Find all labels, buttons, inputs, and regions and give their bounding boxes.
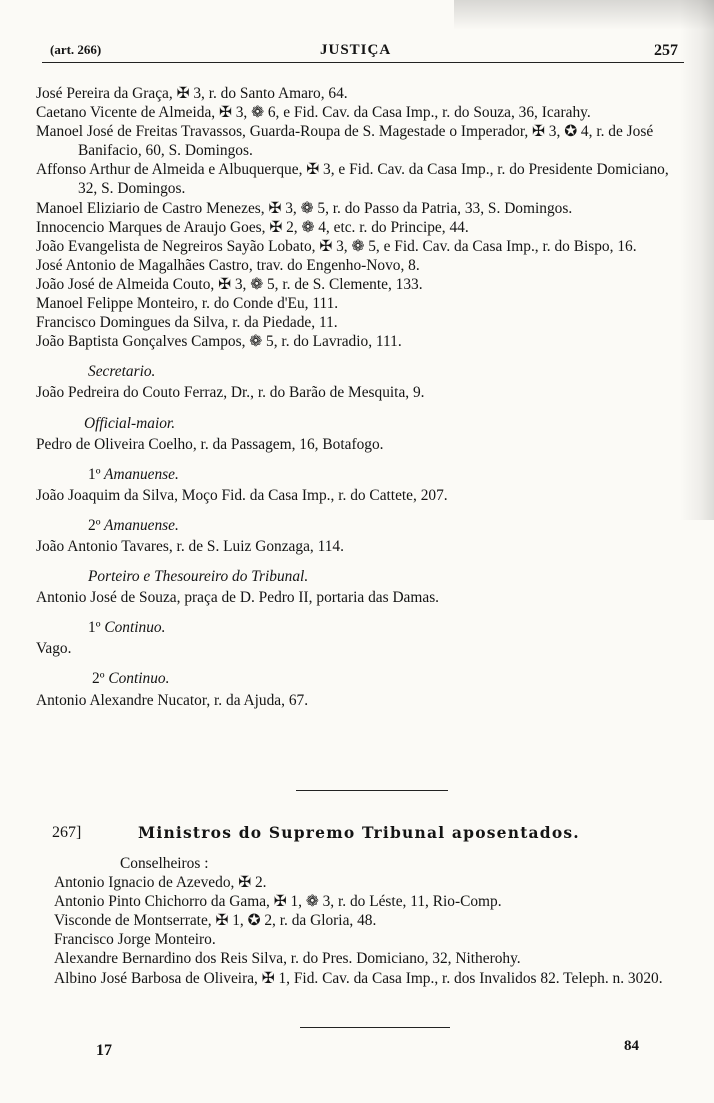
amanuense-1-ordinal: 1º <box>88 465 101 483</box>
list-item: Innocencio Marques de Araujo Goes, ✠ 2, ❁ 4, etc. r. do Principe, 44. <box>36 218 469 236</box>
scan-shadow-top <box>454 0 714 30</box>
amanuense-2-title: Amanuense. <box>104 516 179 534</box>
continuo-1-ordinal: 1º <box>88 619 101 637</box>
secretario-label: Secretario. <box>88 363 156 381</box>
official-maior-name: Pedro de Oliveira Coelho, r. da Passagem, 16, Botafogo. <box>36 435 384 453</box>
list-item: Manoel Felippe Monteiro, r. do Conde d'Eu, 111. <box>36 295 339 313</box>
list-item: José Pereira da Graça, ✠ 3, r. do Santo Amaro, 64. <box>36 85 348 102</box>
continuo-1-title: Continuo. <box>104 619 166 637</box>
retired-ministers-list <box>54 854 694 988</box>
list-item: Affonso Arthur de Almeida e Albuquerque, ✠ 3, e Fid. Cav. da Casa Imp., r. do Presidente Domiciano, 32, S. Domingos. <box>36 161 669 198</box>
header-rule <box>42 62 684 63</box>
amanuense-2-ordinal: 2º <box>88 516 101 534</box>
list-item: Antonio Pinto Chichorro da Gama, ✠ 1, ❁ 3, r. do Léste, 11, Rio-Comp. <box>54 893 502 911</box>
amanuense-1-label <box>36 465 684 484</box>
footer-rule <box>300 1027 450 1028</box>
continuo-1-label <box>36 618 684 637</box>
section-number: 267] <box>52 824 82 841</box>
porteiro-label: Porteiro e Thesoureiro do Tribunal. <box>88 568 309 586</box>
list-item: Manoel Eliziario de Castro Menezes, ✠ 3, ❁ 5, r. do Passo da Patria, 33, S. Domingos. <box>36 199 573 217</box>
list-item: João José de Almeida Couto, ✠ 3, ❁ 5, r. de S. Clemente, 133. <box>36 275 423 293</box>
list-item: Alexandre Bernardino dos Reis Silva, r. do Pres. Domiciano, 32, Nitherohy. <box>54 950 521 968</box>
list-item: Albino José Barbosa de Oliveira, ✠ 1, Fid. Cav. da Casa Imp., r. dos Invalidos 82. Teleph. n. 3020. <box>54 969 663 987</box>
list-item: João Evangelista de Negreiros Sayão Lobato, ✠ 3, ❁ 5, e Fid. Cav. da Casa Imp., r. do Bispo, 16. <box>36 237 637 255</box>
continuo-2-label <box>36 669 684 688</box>
amanuense-1-name: João Joaquim da Silva, Moço Fid. da Casa Imp., r. do Cattete, 207. <box>36 486 448 504</box>
sheet-number: 84 <box>624 1038 639 1054</box>
article-ref: (art. 266) <box>50 42 102 57</box>
amanuense-2-name: João Antonio Tavares, r. de S. Luiz Gonzaga, 114. <box>36 537 344 555</box>
scan-shadow-right <box>680 0 714 520</box>
ministers-list <box>36 84 684 710</box>
continuo-2-name: Antonio Alexandre Nucator, r. da Ajuda, 67. <box>36 691 309 709</box>
page-title: JUSTIÇA <box>320 42 392 58</box>
list-item: João Baptista Gonçalves Campos, ❁ 5, r. do Lavradio, 111. <box>36 333 402 351</box>
page-number: 257 <box>654 42 678 59</box>
continuo-2-ordinal: 2º <box>92 670 105 688</box>
section-divider <box>296 790 448 791</box>
list-item: Visconde de Montserrate, ✠ 1, ✪ 2, r. da Gloria, 48. <box>54 912 377 930</box>
conselheiros-label: Conselheiros : <box>120 855 209 872</box>
list-item: Francisco Domingues da Silva, r. da Piedade, 11. <box>36 314 338 332</box>
official-maior-label: Official-maior. <box>84 414 176 432</box>
continuo-2-title: Continuo. <box>108 670 170 688</box>
amanuense-2-label <box>36 516 684 535</box>
section-title: Ministros do Supremo Tribunal aposentados. <box>138 823 580 842</box>
secretario-name: João Pedreira do Couto Ferraz, Dr., r. do Barão de Mesquita, 9. <box>36 384 425 402</box>
signature-mark: 17 <box>96 1042 112 1059</box>
amanuense-1-title: Amanuense. <box>104 465 179 483</box>
list-item: José Antonio de Magalhães Castro, trav. do Engenho-Novo, 8. <box>36 256 420 274</box>
porteiro-name: Antonio José de Souza, praça de D. Pedro II, portaria das Damas. <box>36 589 440 607</box>
list-item: Manoel José de Freitas Travassos, Guarda-Roupa de S. Magestade o Imperador, ✠ 3, ✪ 4, r. de José Banifacio, 60, S. Domingos. <box>36 123 654 160</box>
running-header <box>50 40 678 64</box>
continuo-1-name: Vago. <box>36 640 72 658</box>
list-item: Antonio Ignacio de Azevedo, ✠ 2. <box>54 874 267 892</box>
list-item: Caetano Vicente de Almeida, ✠ 3, ❁ 6, e Fid. Cav. da Casa Imp., r. do Souza, 36, Icarahy. <box>36 104 591 122</box>
list-item: Francisco Jorge Monteiro. <box>54 931 216 949</box>
